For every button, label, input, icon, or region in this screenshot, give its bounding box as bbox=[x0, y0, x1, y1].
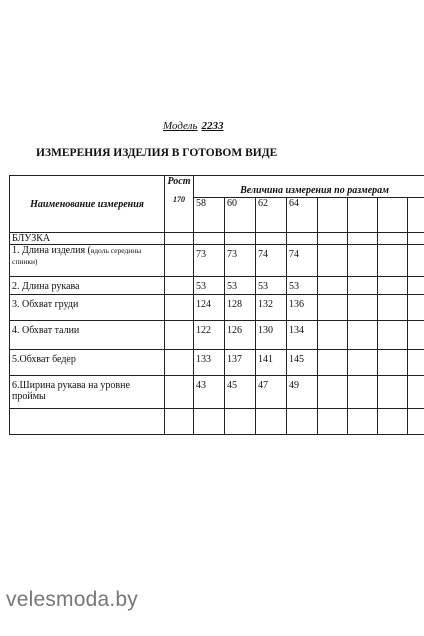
empty-cell bbox=[378, 198, 408, 233]
size-58: 58 bbox=[194, 198, 225, 233]
empty-cell bbox=[165, 245, 194, 277]
empty-cell bbox=[348, 277, 378, 295]
row-value: 53 bbox=[225, 277, 256, 295]
empty-cell bbox=[408, 198, 424, 233]
empty-cell bbox=[10, 409, 165, 435]
row-value: 49 bbox=[287, 376, 318, 409]
size-62: 62 bbox=[256, 198, 287, 233]
empty-cell bbox=[165, 376, 194, 409]
empty-cell bbox=[378, 277, 408, 295]
empty-cell bbox=[408, 321, 424, 350]
row-name: 2. Длина рукава bbox=[10, 277, 165, 295]
row-value: 53 bbox=[256, 277, 287, 295]
empty-cell bbox=[318, 245, 348, 277]
empty-cell bbox=[256, 409, 287, 435]
empty-cell bbox=[194, 409, 225, 435]
row-value: 130 bbox=[256, 321, 287, 350]
empty-cell bbox=[318, 198, 348, 233]
watermark-text: velesmoda.by bbox=[6, 588, 138, 611]
row-value: 141 bbox=[256, 350, 287, 376]
row-value: 145 bbox=[287, 350, 318, 376]
row-value: 74 bbox=[256, 245, 287, 277]
empty-cell bbox=[287, 233, 318, 245]
row-value: 73 bbox=[194, 245, 225, 277]
empty-cell bbox=[225, 233, 256, 245]
row-value: 74 bbox=[287, 245, 318, 277]
measurement-table bbox=[9, 175, 424, 435]
empty-cell bbox=[318, 350, 348, 376]
row-value: 137 bbox=[225, 350, 256, 376]
row-name: 3. Обхват груди bbox=[10, 295, 165, 321]
row-value: 133 bbox=[194, 350, 225, 376]
row-value: 124 bbox=[194, 295, 225, 321]
row-name: 5.Обхват бедер bbox=[10, 350, 165, 376]
size-64: 64 bbox=[287, 198, 318, 233]
header-rost-label: Рост bbox=[167, 176, 191, 187]
document-title: ИЗМЕРЕНИЯ ИЗДЕЛИЯ В ГОТОВОМ ВИДЕ bbox=[36, 147, 278, 159]
size-60: 60 bbox=[225, 198, 256, 233]
empty-cell bbox=[378, 376, 408, 409]
empty-cell bbox=[225, 409, 256, 435]
header-rost-value: 170 bbox=[173, 195, 185, 204]
model-number: 2233 bbox=[201, 120, 224, 132]
row-name bbox=[10, 245, 165, 277]
header-name: Наименование измерения bbox=[10, 176, 165, 233]
empty-cell bbox=[408, 409, 424, 435]
row-value: 134 bbox=[287, 321, 318, 350]
header-values: Величина измерения по размерам bbox=[194, 176, 424, 198]
row-name-note: вдоль середины спинки) bbox=[12, 246, 142, 266]
row-value: 128 bbox=[225, 295, 256, 321]
empty-cell bbox=[408, 277, 424, 295]
row-value: 53 bbox=[194, 277, 225, 295]
empty-cell bbox=[318, 409, 348, 435]
header-rost bbox=[165, 176, 194, 233]
row-name: 6.Ширина рукава на уровне проймы bbox=[10, 376, 165, 409]
empty-cell bbox=[165, 409, 194, 435]
empty-cell bbox=[408, 376, 424, 409]
section-label: БЛУЗКА bbox=[10, 233, 165, 245]
empty-cell bbox=[348, 198, 378, 233]
row-value: 47 bbox=[256, 376, 287, 409]
row-name: 4. Обхват талии bbox=[10, 321, 165, 350]
empty-cell bbox=[318, 295, 348, 321]
empty-cell bbox=[408, 245, 424, 277]
empty-cell bbox=[348, 321, 378, 350]
empty-cell bbox=[287, 409, 318, 435]
row-value: 45 bbox=[225, 376, 256, 409]
empty-cell bbox=[408, 295, 424, 321]
row-name-text: 1. Длина изделия ( bbox=[12, 245, 91, 256]
row-value: 73 bbox=[225, 245, 256, 277]
empty-cell bbox=[348, 409, 378, 435]
empty-cell bbox=[408, 350, 424, 376]
row-value: 122 bbox=[194, 321, 225, 350]
empty-cell bbox=[165, 321, 194, 350]
empty-cell bbox=[378, 350, 408, 376]
empty-cell bbox=[318, 233, 348, 245]
empty-cell bbox=[348, 233, 378, 245]
empty-cell bbox=[378, 321, 408, 350]
empty-cell bbox=[165, 233, 194, 245]
model-label bbox=[163, 120, 223, 132]
empty-cell bbox=[378, 233, 408, 245]
empty-cell bbox=[165, 295, 194, 321]
empty-cell bbox=[348, 295, 378, 321]
empty-cell bbox=[378, 295, 408, 321]
empty-cell bbox=[348, 376, 378, 409]
row-value: 43 bbox=[194, 376, 225, 409]
model-word: Модель bbox=[163, 120, 198, 132]
empty-cell bbox=[318, 321, 348, 350]
row-value: 53 bbox=[287, 277, 318, 295]
empty-cell bbox=[318, 376, 348, 409]
empty-cell bbox=[348, 245, 378, 277]
empty-cell bbox=[256, 233, 287, 245]
row-value: 132 bbox=[256, 295, 287, 321]
empty-cell bbox=[378, 245, 408, 277]
empty-cell bbox=[348, 350, 378, 376]
empty-cell bbox=[318, 277, 348, 295]
empty-cell bbox=[408, 233, 424, 245]
row-value: 126 bbox=[225, 321, 256, 350]
empty-cell bbox=[378, 409, 408, 435]
empty-cell bbox=[194, 233, 225, 245]
empty-cell bbox=[165, 277, 194, 295]
empty-cell bbox=[165, 350, 194, 376]
row-value: 136 bbox=[287, 295, 318, 321]
